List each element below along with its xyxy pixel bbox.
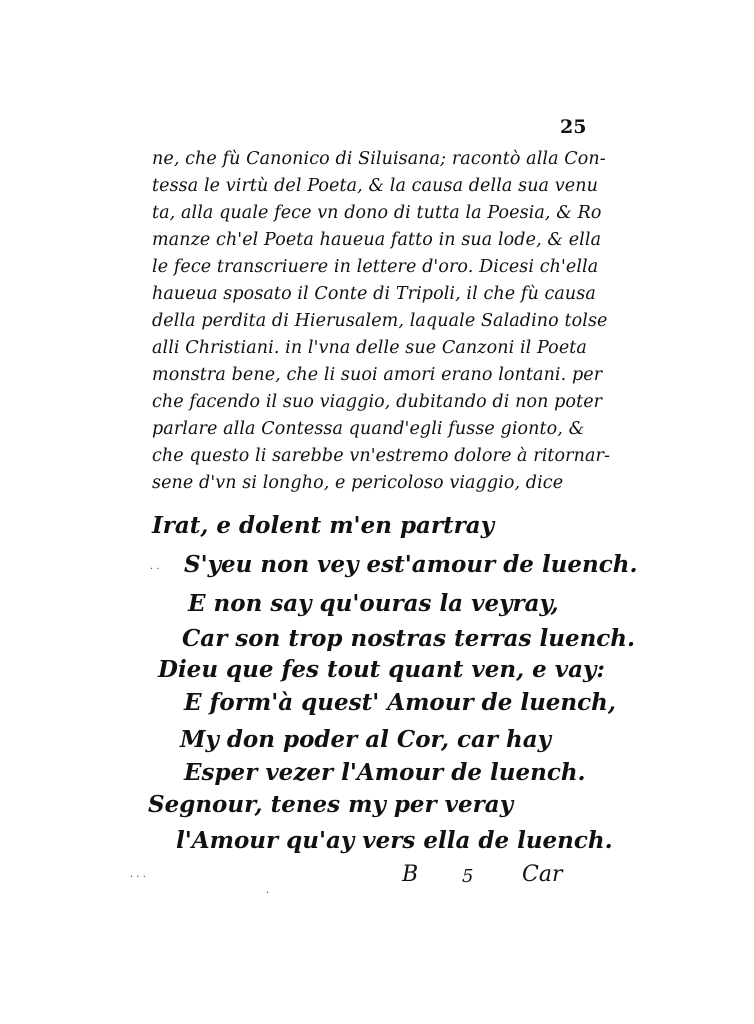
prose-line: monstra bene, che li suoi amori erano lontani. per <box>152 365 603 385</box>
verse-line: Irat, e dolent m'en partray <box>152 512 495 539</box>
prose-line: che questo li sarebbe vn'estremo dolore à ritornar- <box>152 446 611 466</box>
verse-line: S'yeu non vey est'amour de luench. <box>184 551 638 578</box>
prose-line: sene d'vn si longho, e pericoloso viaggio, dice <box>152 473 564 493</box>
margin-speck: · · <box>150 564 160 575</box>
prose-line: ta, alla quale fece vn dono di tutta la Poesia, & Ro <box>152 203 602 223</box>
verse-line: E form'à quest' Amour de luench, <box>184 689 616 716</box>
prose-line: ne, che fù Canonico di Siluisana; racontò alla Con- <box>152 149 606 169</box>
margin-speck: · · · <box>130 872 146 883</box>
page-number: 25 <box>560 116 587 138</box>
verse-line: Segnour, tenes my per veray <box>148 791 514 818</box>
signature-number: 5 <box>462 866 474 887</box>
signature-mark: B <box>402 862 419 887</box>
prose-line: parlare alla Contessa quand'egli fusse gionto, & <box>152 419 585 439</box>
verse-line: My don poder al Cor, car hay <box>180 726 552 753</box>
prose-line: della perdita di Hierusalem, laquale Saladino tolse <box>152 311 608 331</box>
verse-line: E non say qu'ouras la veyray, <box>188 590 559 617</box>
verse-line: Esper vezer l'Amour de luench. <box>184 759 586 786</box>
prose-line: alli Christiani. in l'vna delle sue Canzoni il Poeta <box>152 338 587 358</box>
verse-line: Dieu que fes tout quant ven, e vay: <box>158 656 605 683</box>
verse-line: Car son trop nostras terras luench. <box>182 625 636 652</box>
prose-line: haueua sposato il Conte di Tripoli, il che fù causa <box>152 284 596 304</box>
catchword: Car <box>522 862 563 887</box>
verse-line: l'Amour qu'ay vers ella de luench. <box>176 827 613 854</box>
prose-line: tessa le virtù del Poeta, & la causa della sua venu <box>152 176 598 196</box>
prose-line: le fece transcriuere in lettere d'oro. Dicesi ch'ella <box>152 257 599 277</box>
prose-line: manze ch'el Poeta haueua fatto in sua lode, & ella <box>152 230 602 250</box>
margin-speck: · <box>266 888 270 899</box>
prose-line: che facendo il suo viaggio, dubitando di non poter <box>152 392 603 412</box>
